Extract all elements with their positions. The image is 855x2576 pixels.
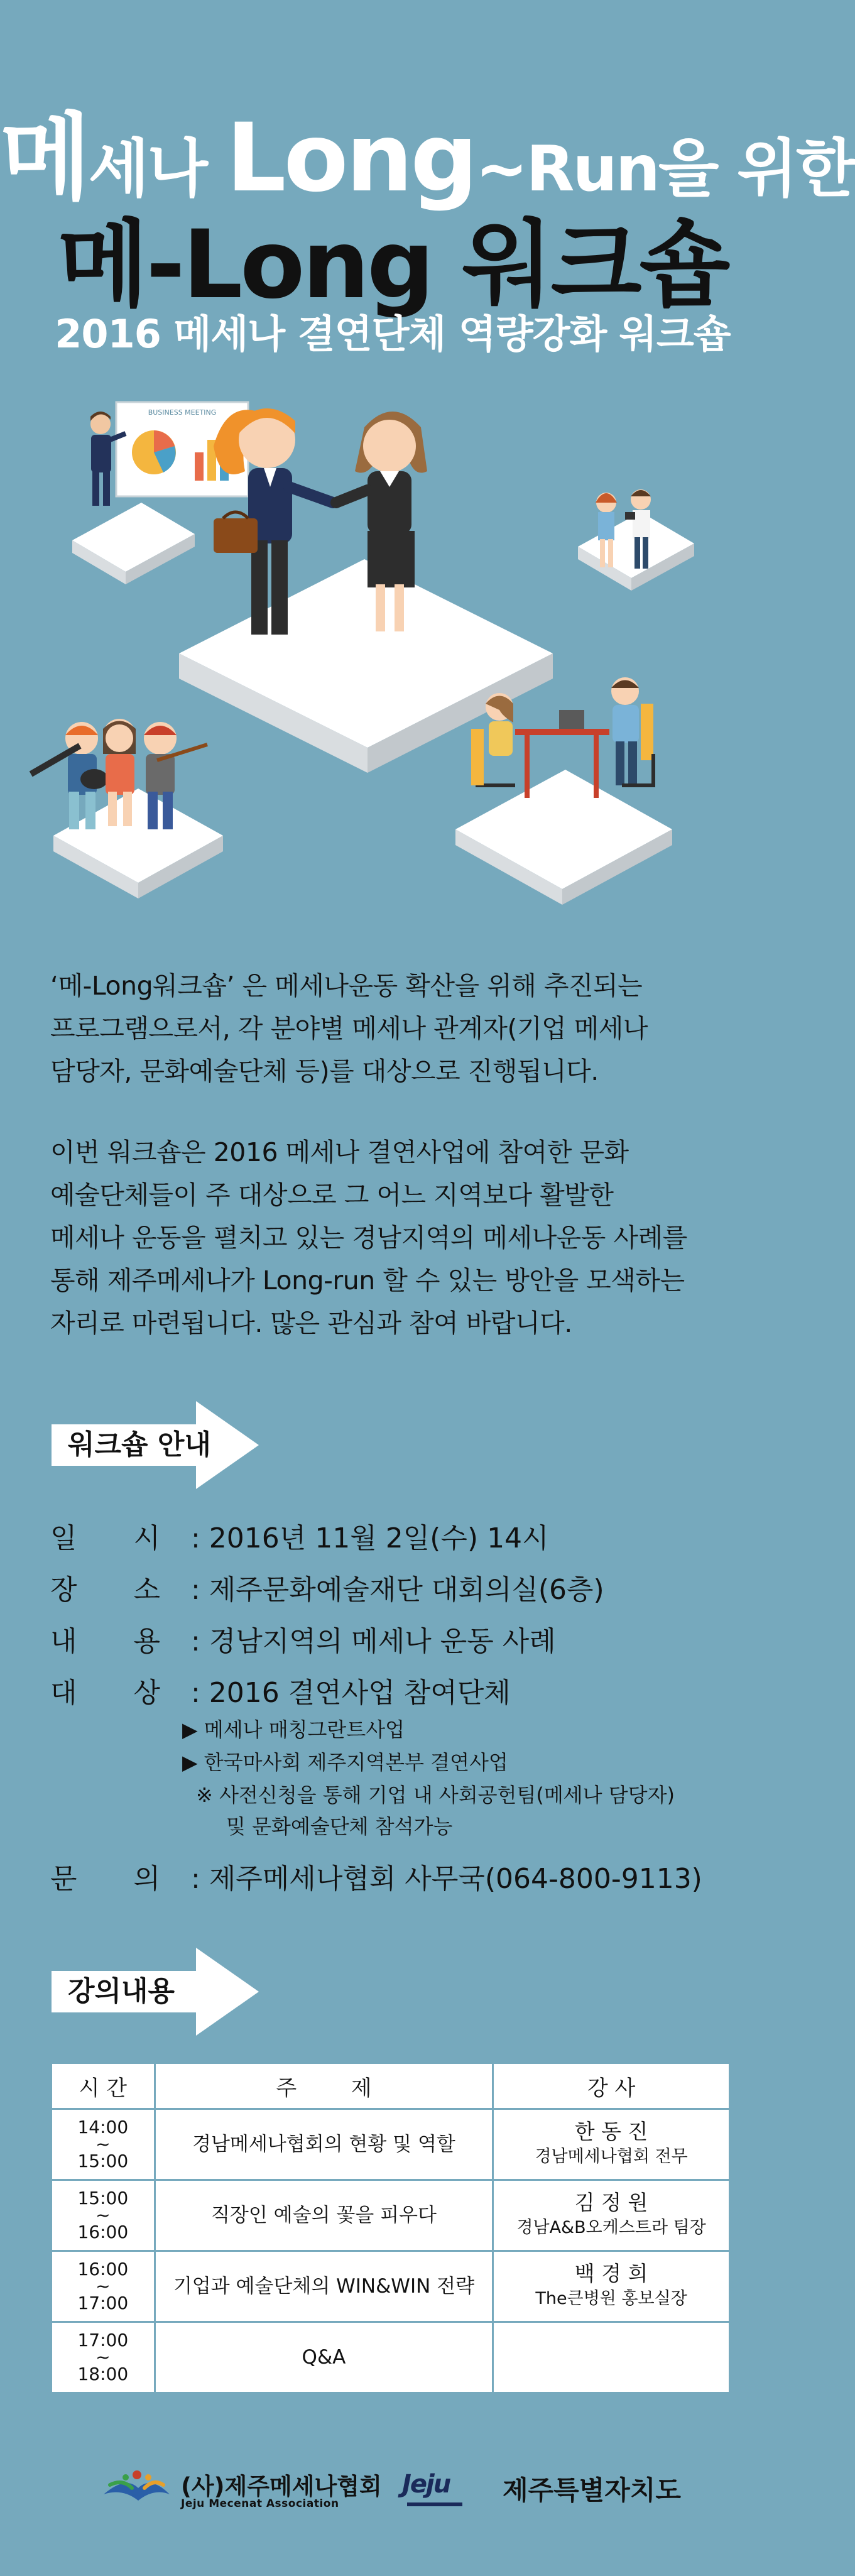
info-label: 장 [50, 1574, 77, 1606]
title-long: Long [226, 104, 476, 213]
info-value: : 제주메세나협회 사무국(064-800-9113) [182, 1863, 702, 1895]
target-sub-1: ▶ 메세나 매칭그란트사업 [182, 1718, 405, 1742]
info-row-contact [50, 1857, 741, 1901]
speaker-cell [493, 2109, 730, 2180]
intro-line: 이번 워크숍은 2016 메세나 결연사업에 참여한 문화 [50, 1137, 629, 1167]
info-value: : 2016년 11월 2일(수) 14시 [182, 1522, 549, 1554]
info-value: : 2016 결연사업 참여단체 [182, 1677, 511, 1709]
target-note-2: 및 문화예술단체 참석가능 [226, 1815, 453, 1838]
platform-left-top [72, 503, 195, 584]
time-start: 16:00 [77, 2259, 129, 2279]
lecture-table [50, 2062, 731, 2394]
info-label: 소 [133, 1574, 161, 1606]
title-sena: 세나 [88, 132, 226, 205]
intro-line: ‘메-Long워크숍’ 은 메세나운동 확산을 위해 추진되는 [50, 971, 643, 1001]
time-cell [52, 2180, 155, 2251]
hero-illustration [38, 377, 748, 917]
info-row-content [50, 1620, 741, 1664]
org2-name: 제주특별자치도 [503, 2475, 682, 2506]
speaker-name: 김 정 원 [574, 2190, 648, 2215]
info-value: : 제주문화예술재단 대회의실(6층) [182, 1574, 604, 1606]
subtitle: 2016 메세나 결연단체 역량강화 워크숍 [55, 311, 731, 357]
info-label: 대 [50, 1677, 77, 1709]
time-separator: ~ [95, 2347, 111, 2367]
target-note-1: ※ 사전신청을 통해 기업 내 사회공헌팀(메세나 담당자) [196, 1783, 675, 1807]
speaker-role: The큰병원 홍보실장 [535, 2289, 687, 2308]
topic-cell: 경남메세나협회의 현황 및 역할 [155, 2109, 493, 2180]
time-separator: ~ [95, 2134, 111, 2154]
jeju-logo: Jeju [402, 2470, 450, 2499]
lectures-heading-text: 강의내용 [68, 1975, 175, 2007]
table-row [52, 2180, 730, 2251]
platform-right-bottom [455, 770, 672, 905]
intro-paragraph-1 [50, 964, 741, 1093]
jeju-logo-underline [407, 2502, 462, 2506]
time-cell [52, 2322, 155, 2393]
col-header-time: 시 간 [52, 2063, 155, 2109]
info-label: 일 [50, 1522, 77, 1554]
info-label: 의 [133, 1863, 161, 1895]
info-label: 시 [133, 1522, 161, 1554]
main-title: 메-Long 워크숍 [57, 210, 728, 320]
workshop-info-heading [52, 1401, 259, 1489]
time-cell [52, 2251, 155, 2322]
table-header-row [52, 2063, 730, 2109]
speaker-cell [493, 2322, 730, 2393]
col-header-speaker: 강 사 [493, 2063, 730, 2109]
workshop-info-heading-text: 워크숍 안내 [68, 1429, 211, 1461]
info-label: 상 [133, 1677, 161, 1709]
info-label: 문 [50, 1863, 77, 1895]
intro-line: 프로그램으로서, 각 분야별 메세나 관계자(기업 메세나 [50, 1013, 648, 1044]
topic-cell: Q&A [155, 2322, 493, 2393]
footer [0, 2447, 785, 2541]
time-end: 16:00 [77, 2222, 129, 2242]
topic-cell: 직장인 예술의 꽃을 피우다 [155, 2180, 493, 2251]
title-run: ~Run을 위한 [475, 132, 855, 205]
intro-line: 담당자, 문화예술단체 등)를 대상으로 진행됩니다. [50, 1056, 599, 1086]
mecenat-logo-icon [101, 2466, 173, 2510]
time-separator: ~ [95, 2276, 111, 2296]
info-row-date [50, 1517, 741, 1561]
info-label: 용 [133, 1625, 161, 1657]
target-sub-2: ▶ 한국마사회 제주지역본부 결연사업 [182, 1750, 508, 1774]
intro-line: 예술단체들이 주 대상으로 그 어느 지역보다 활발한 [50, 1180, 614, 1210]
table-row [52, 2251, 730, 2322]
speaker-cell [493, 2251, 730, 2322]
speaker-role: 경남A&B오케스트라 팀장 [516, 2218, 706, 2237]
col-header-topic: 주 제 [155, 2063, 493, 2109]
intro-paragraph-2 [50, 1131, 741, 1345]
time-end: 15:00 [77, 2151, 129, 2171]
table-row [52, 2322, 730, 2393]
info-value: : 경남지역의 메세나 운동 사례 [182, 1625, 556, 1657]
title-me: 메 [0, 104, 89, 213]
speaker-name: 한 동 진 [574, 2119, 648, 2144]
info-row-target [50, 1671, 741, 1715]
info-label: 내 [50, 1625, 77, 1657]
time-start: 17:00 [77, 2330, 129, 2350]
speaker-name: 백 경 희 [574, 2261, 648, 2286]
intro-line: 메세나 운동을 펼치고 있는 경남지역의 메세나운동 사례를 [50, 1223, 687, 1253]
time-end: 18:00 [77, 2364, 129, 2384]
speaker-cell [493, 2180, 730, 2251]
time-start: 14:00 [77, 2117, 129, 2137]
org1-sub: Jeju Mecenat Association [181, 2497, 339, 2510]
table-row [52, 2109, 730, 2180]
lectures-heading [52, 1948, 259, 2036]
speaker-role: 경남메세나협회 전무 [535, 2147, 688, 2166]
org1-name: (사)제주메세나협회 [181, 2473, 382, 2500]
intro-line: 자리로 마련됩니다. 많은 관심과 참여 바랍니다. [50, 1308, 572, 1338]
time-start: 15:00 [77, 2188, 129, 2208]
info-row-place [50, 1568, 741, 1612]
time-cell [52, 2109, 155, 2180]
time-separator: ~ [95, 2205, 111, 2225]
board-text: BUSINESS MEETING [148, 408, 217, 417]
intro-line: 통해 제주메세나가 Long-run 할 수 있는 방안을 모색하는 [50, 1265, 685, 1296]
time-end: 17:00 [77, 2293, 129, 2313]
topic-cell: 기업과 예술단체의 WIN&WIN 전략 [155, 2251, 493, 2322]
